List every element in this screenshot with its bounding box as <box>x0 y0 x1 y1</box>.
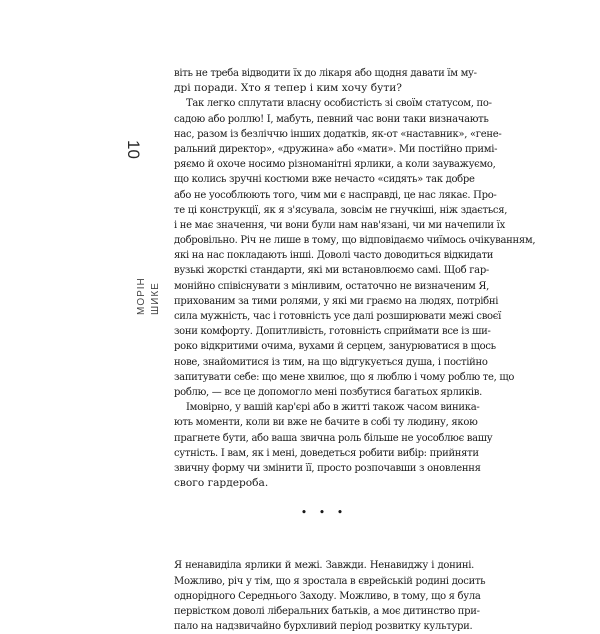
text-line: запитувати себе: що мене хвилює, що я люблю і чому роблю те, що <box>174 371 515 383</box>
text-line: Я ненавиділа ярлики й межі. Завжди. Ненавиджу і донині. <box>174 560 474 572</box>
text-line: ють моменти, коли ви вже не бачите в собі ту людину, якою <box>174 417 478 429</box>
text-line: однорідного Середнього Заходу. Можливо, в тому, що я була <box>174 590 481 602</box>
running-head-author: МОРІН ШИКЕ <box>136 277 161 315</box>
text-line: або не уособлюють того, чим ми є насправді, це нас лякає. Про- <box>174 189 497 201</box>
text-line: вузькі жорсткі стандарти, які ми встановлюємо самі. Щоб гар- <box>174 265 489 277</box>
text-line: прихованим за тими ролями, у які ми граємо на людях, потрібні <box>174 295 499 307</box>
text-line: зони комфорту. Допитливість, готовність сприймати все із ши- <box>174 326 491 338</box>
text-line: первістком доволі ліберальних батьків, а моє дитинство при- <box>174 606 480 617</box>
text-line: нове, знайомитися із тим, на що відгукується душа, і постійно <box>174 356 488 368</box>
page-number: 10 <box>124 140 143 159</box>
body-text <box>174 66 536 634</box>
section-separator: • • • <box>300 506 348 520</box>
text-line: добровільно. Річ не лише в тому, що відповідаємо чиїмось очікуванням, <box>174 235 536 247</box>
text-line: свого гардероба. <box>174 477 269 490</box>
text-line: що колись зручні костюми вже нечасто «сидять» так добре <box>174 174 475 186</box>
text-line: які на нас покладають інші. Доволі часто доводиться відкидати <box>174 250 494 262</box>
text-line: монійно співіснувати з мінливим, остаточно не визначеним Я, <box>174 280 489 292</box>
text-line: нас, разом із безліччю інших додатків, як-от «наставник», «гене- <box>174 128 502 140</box>
text-line: те ці конструкції, як я з'ясувала, зовсім не гнучкіші, ніж здається, <box>174 204 508 216</box>
text-line: звичну форму чи змінити її, просто розпочавши з оновлення <box>174 462 481 474</box>
text-line: пало на надзвичайно бурхливий період розвитку культури. <box>174 621 473 633</box>
text-line: дрі поради. Хто я тепер і ким хочу бути? <box>174 82 402 95</box>
text-line: роко відкритими очима, вухами й серцем, занурюватися в щось <box>174 341 496 353</box>
text-line: ральний директор», «дружина» або «мати». Ми постійно примі- <box>174 143 498 155</box>
text-line: віть не треба відводити їх до лікаря або щодня давати їм му- <box>174 68 477 79</box>
text-line: сутність. І вам, як і мені, доведеться робити вибір: прийняти <box>174 447 479 459</box>
text-line: роблю, — все це допомогло мені позбутися багатьох ярликів. <box>174 386 482 398</box>
text-line: і не має значення, чи вони були нам нав'язані, чи ми начепили їх <box>174 219 505 231</box>
section-1 <box>174 66 536 491</box>
text-line: Так легко сплутати власну особистість зі своїм статусом, по- <box>186 98 492 110</box>
text-line: сила мужність, час і готовність усе далі розширювати межі своєї <box>174 311 501 322</box>
text-line: Можливо, річ у тім, що я зростала в єврейській родині досить <box>174 575 486 587</box>
text-line: садою або роллю! І, мабуть, певний час вони таки визначають <box>174 113 489 125</box>
text-line: прагнете бути, або ваша звична роль більше не уособлює вашу <box>174 432 493 444</box>
section-2 <box>174 558 486 634</box>
text-line: Імовірно, у вашій кар'єрі або в житті також часом виника- <box>186 402 480 414</box>
text-line: ряємо й охоче носимо різноманітні ярлики, а коли зауважуємо, <box>174 159 496 171</box>
